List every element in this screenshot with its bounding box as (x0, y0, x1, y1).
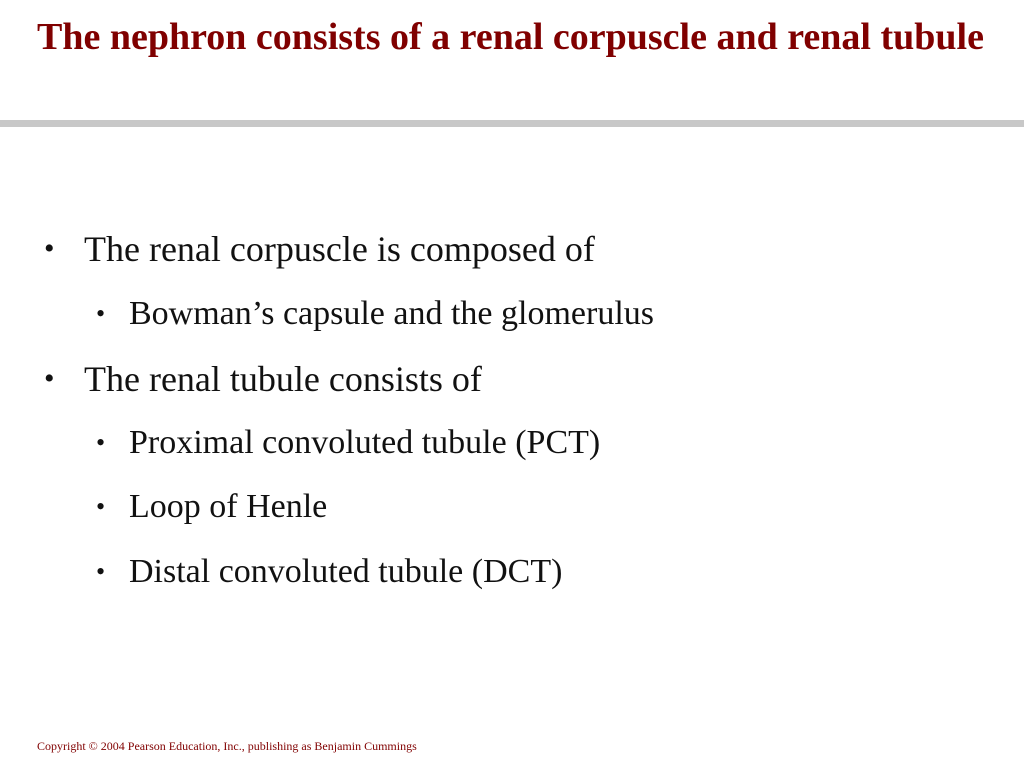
bullet-icon: • (44, 362, 55, 395)
bullet-text: Proximal convoluted tubule (PCT) (129, 424, 601, 461)
bullet-item-renal-tubule (44, 359, 482, 399)
bullet-item-renal-corpuscle (44, 229, 595, 269)
sub-bullet-item-dct (96, 552, 562, 592)
bullet-text: Bowman’s capsule and the glomerulus (129, 295, 655, 332)
bullet-text: Loop of Henle (129, 488, 328, 525)
sub-bullet-item-loop-of-henle (96, 487, 327, 527)
sub-bullet-item-bowmans-capsule (96, 294, 654, 334)
sub-bullet-item-pct (96, 423, 600, 463)
slide-title: The nephron consists of a renal corpuscle and renal tubule (37, 16, 984, 58)
bullet-icon: • (96, 557, 106, 586)
bullet-icon: • (96, 492, 106, 521)
copyright-footer: Copyright © 2004 Pearson Education, Inc., publishing as Benjamin Cummings (37, 739, 417, 753)
bullet-text: Distal convoluted tubule (DCT) (129, 553, 563, 590)
bullet-icon: • (96, 299, 106, 328)
bullet-text: The renal tubule consists of (84, 359, 482, 399)
bullet-icon: • (44, 232, 55, 265)
bullet-text: The renal corpuscle is composed of (84, 229, 595, 269)
bullet-icon: • (96, 428, 106, 457)
